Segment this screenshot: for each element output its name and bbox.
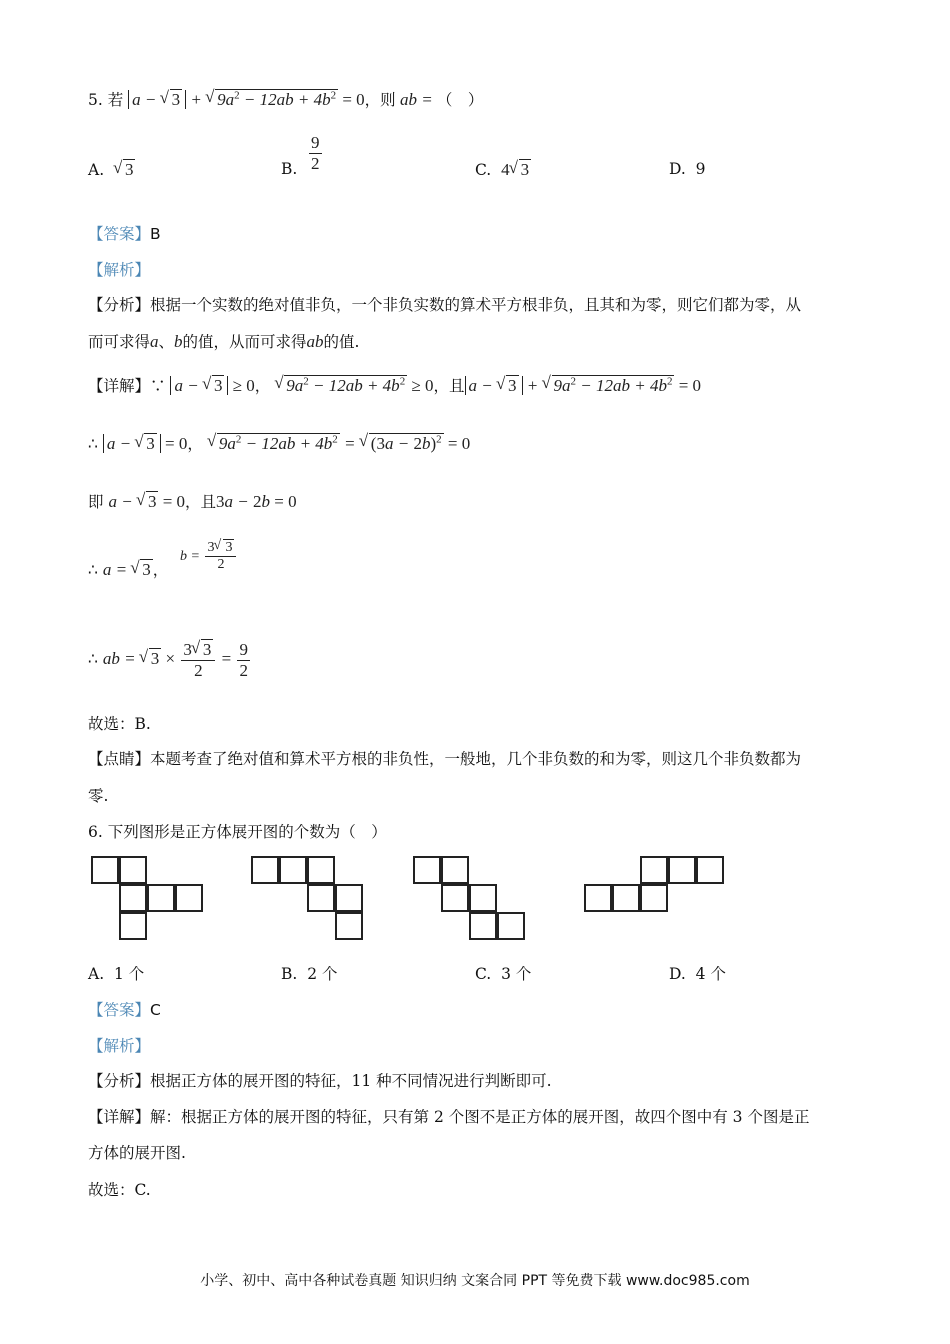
page-footer: 小学、初中、高中各种试卷真题 知识归纳 文案合同 PPT 等免费下载 www.doc985.com <box>200 1273 750 1289</box>
q6-jiexi-label: 【解析】 <box>88 1037 151 1055</box>
q5-analysis-line2: 而可求得a、b的值，从而可求得ab的值. <box>88 332 360 351</box>
q5-equation: a − √ 3 + √ $9a^2 - 12ab + 4b^2 = 0$ <box>128 90 365 109</box>
q6-option-a: A. 1 个 <box>88 965 145 983</box>
q5-comment-line1: 【点睛】本题考查了绝对值和算术平方根的非负性，一般地，几个非负数的和为零，则这几个非负数都为 <box>88 750 802 768</box>
q6-detail-line1: 【详解】解：根据正方体的展开图的特征，只有第 2 个图不是正方体的展开图，故四个图中有 3 个图是正 <box>88 1108 810 1126</box>
q5-option-d: D. 9 <box>669 160 706 178</box>
q6-analysis: 【分析】根据正方体的展开图的特征，11 种不同情况进行判断即可. <box>88 1072 552 1090</box>
q5-guxuan: 故选：B. <box>88 715 151 733</box>
q5-b-value: b = $\frac{3√ 3}{2}$ <box>180 540 238 573</box>
q6-guxuan: 故选：C. <box>88 1181 151 1199</box>
q6-detail-line2: 方体的展开图. <box>88 1144 186 1162</box>
q5-answer: 【答案】B <box>88 225 161 243</box>
q6-option-b: B. 2 个 <box>281 965 338 983</box>
q5-comment-line2: 零. <box>88 787 109 805</box>
q6-answer: 【答案】C <box>88 1001 161 1019</box>
q6-option-c: C. 3 个 <box>475 965 532 983</box>
q5-option-c: C. 4√ 3 <box>475 160 531 180</box>
q5-detail-line1: 【详解】∵ a − √ 3 ≥ 0， √ $9a^2 - 12ab + 4b^2 \ge 0$，且 a − √ 3 + √ $9a^2 - 12ab + 4b^2 = 0$ <box>88 374 701 396</box>
q5-detail-line5: ∴ ab = √ 3 × $\frac{3√ 3}{2}$ = $\frac{9}{2}$ <box>88 640 252 680</box>
q5-detail-line3: 即 a − √ 3 = 0，且3a − 2b = 0 <box>88 490 297 512</box>
q5-option-a: A. √ 3 <box>88 160 135 180</box>
q5-option-b: B. <box>281 160 298 178</box>
q5-jiexi-label: 【解析】 <box>88 261 151 279</box>
q5-question: 5. 若 a − √ 3 + √ $9a^2 - 12ab + 4b^2 = 0$，则 ab = （ ） <box>88 88 483 110</box>
q5-detail-line4: ∴ a = √ 3 ， <box>88 558 168 580</box>
q5-option-b-value: $\frac{9}{2}$ <box>311 133 320 173</box>
q6-question: 6. 下列图形是正方体展开图的个数为（ ） <box>88 823 387 841</box>
q5-analysis-line1: 【分析】根据一个实数的绝对值非负，一个非负实数的算术平方根非负，且其和为零，则它们都为零，从 <box>88 296 802 314</box>
q6-option-d: D. 4 个 <box>669 965 726 983</box>
q5-detail-line2: ∴ a − √ 3 = 0， √ $9a^2 - 12ab + 4b^2$ = √ $(3a - 2b)^2 = 0$ <box>88 432 470 454</box>
